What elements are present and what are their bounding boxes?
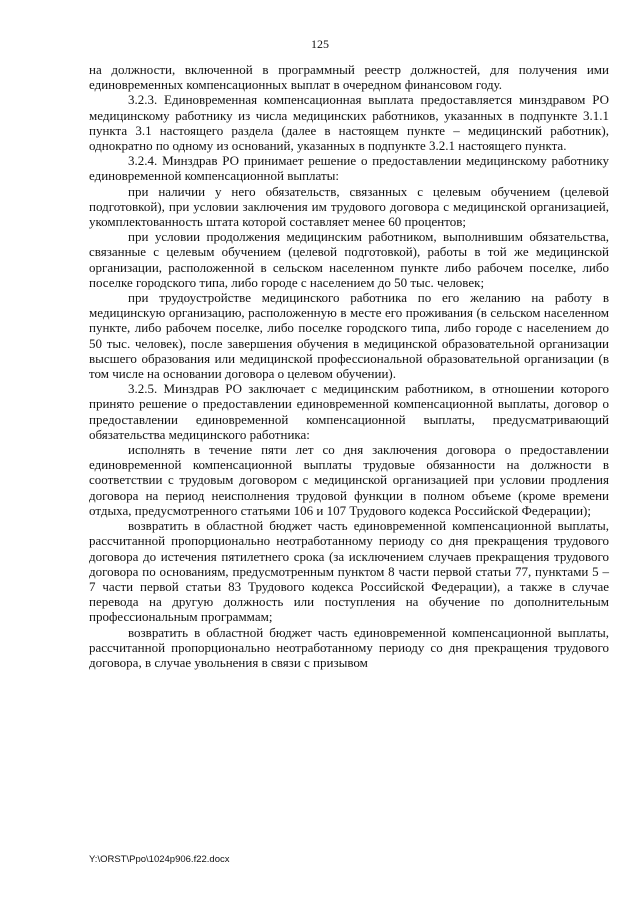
paragraph: при трудоустройстве медицинского работника по его желанию на работу в медицинскую организацию, расположенную в месте его проживания (в сельском населенном пункте, либо рабочем поселке, либо поселке городского типа, либо городе с населением до 50 тыс. человек), после завершения обучения в медицинской образовательной организации высшего образования или медицинской профессиональной образовательной организации (в том числе на основании договора о целевом обучении).: [89, 290, 609, 382]
paragraph: на должности, включенной в программный реестр должностей, для получения ими единовременных компенсационных выплат в очередном финансовом году.: [89, 62, 609, 93]
paragraph: при наличии у него обязательств, связанных с целевым обучением (целевой подготовкой), при условии заключения им трудового договора с медицинской организацией, укомплектованность штата которой составляет менее 60 процентов;: [89, 183, 609, 230]
file-path-footer: Y:\ORST\Ppo\1024p906.f22.docx: [89, 854, 230, 865]
paragraph: при условии продолжения медицинским работником, выполнившим обязательства, связанные с целевым обучением (целевой подготовкой), работы в той же медицинской организации, расположенной в сельском населенном пункте либо рабочем поселке, либо поселке городского типа, либо городе с населением до 50 тыс. человек;: [89, 229, 609, 290]
paragraph: 3.2.5. Минздрав РО заключает с медицинским работником, в отношении которого принято решение о предоставлении единовременной компенсационной выплаты, договор о предоставлении единовременной компенсационной выплаты, предусматривающий обязательства медицинского работника:: [89, 381, 609, 442]
paragraph: возвратить в областной бюджет часть единовременной компенсационной выплаты, рассчитанной пропорционально неотработанному периоду со дня прекращения трудового договора, в случае увольнения в связи с призывом: [89, 624, 609, 670]
paragraph: 3.2.3. Единовременная компенсационная выплата предоставляется минздравом РО медицинскому работнику из числа медицинских работников, указанных в подпункте 3.1.1 пункта 3.1 настоящего раздела (далее в настоящем пункте – медицинский работник), однократно по одному из оснований, указанных в подпункте 3.2.1 настоящего пункта.: [89, 92, 609, 154]
paragraph: 3.2.4. Минздрав РО принимает решение о предоставлении медицинскому работнику единовременной компенсационной выплаты:: [89, 153, 609, 184]
paragraph: возвратить в областной бюджет часть единовременной компенсационной выплаты, рассчитанной пропорционально неотработанному периоду со дня прекращения трудового договора до истечения пятилетнего срока (за исключением случаев прекращения трудового договора по основаниям, предусмотренным пунктом 8 части первой статьи 77, пунктами 5 – 7 части первой статьи 83 Трудового кодекса Российской Федерации), а также в случае перевода на другую должность или поступления на обучение по дополнительным профессиональным программам;: [89, 518, 609, 625]
page-number: 125: [311, 37, 329, 51]
document-body: [89, 62, 609, 670]
paragraph: исполнять в течение пяти лет со дня заключения договора о предоставлении единовременной компенсационной выплаты трудовые обязанности на должности в соответствии с трудовым договором с медицинской организацией при условии продления договора на период неисполнения трудовой функции в полном объеме (кроме времени отдыха, предусмотренного статьями 106 и 107 Трудового кодекса Российской Федерации);: [89, 442, 609, 518]
